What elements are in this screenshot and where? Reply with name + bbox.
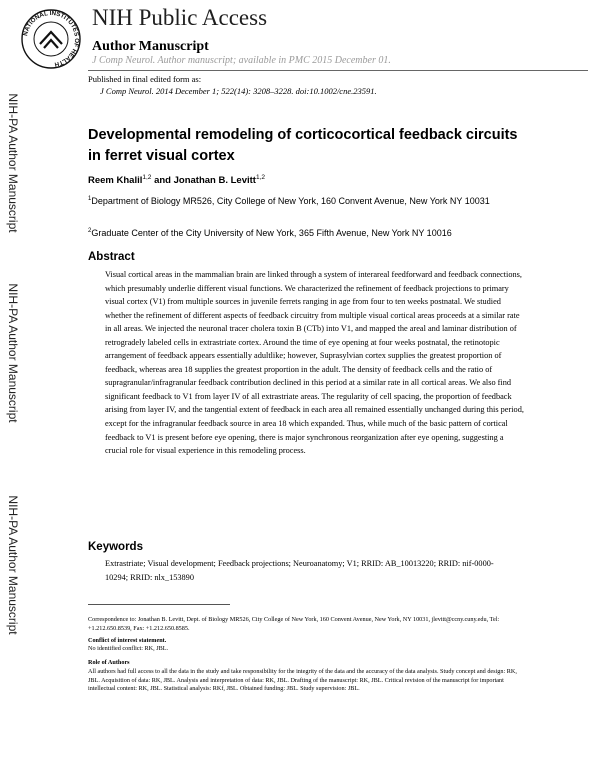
author-levitt-affil: 1,2: [255, 174, 265, 181]
footnote-divider: [88, 604, 230, 605]
header-divider: [88, 70, 588, 71]
author-manuscript-label: Author Manuscript: [92, 39, 209, 54]
published-label: Published in final edited form as:: [88, 74, 202, 84]
roles-heading: Role of Authors: [88, 659, 130, 666]
nih-logo: [20, 8, 82, 70]
conflict-heading: Conflict of interest statement.: [88, 637, 167, 644]
author-separator: and: [151, 175, 174, 187]
affiliation-2: $^2$Graduate Center of the City University of New York, 365 Fifth Avenue, New York NY 10016: [88, 228, 452, 238]
abstract-body: Visual cortical areas in the mammalian brain are linked through a system of interareal feedforward and feedback connections, which presumably underlie different visual functions. We characterized the refinement of feedback projections to primary visual cortex (V1) from multiple sources in juvenile ferrets ranging in age from four to ten weeks postnatal. We studied whether the refinement of different aspects of feedback circuitry from multiple visual cortical areas proceeds at a similar rate in all areas. We injected the neuronal tracer cholera toxin B (CTb) into V1, and mapped the areal and laminar distribution of retrogradely labeled cells in extrastriate cortex. Around the time of eye opening at four weeks postnatal, the retinotopic arrangement of feedback appears essentially adultlike; however, Suprasylvian cortex supplies the greatest proportion of feedback, whereas area 18 supplies the greatest proportion in the adult. The density of feedback cells and the ratio of supragranular/infragranular feedback contribution declined in this period at a similar rate in all cortical areas. We also find significant feedback to V1 from layer IV of all extrastriate areas. The regularity of cell spacing, the proportion of feedback arising from layer IV, and the tangential extent of feedback in each area all remained essentially unchanged during this period, except for the infragranular feedback source in area 18 which expanded. Thus, while much of the basic pattern of cortical feedback to V1 is present before eye opening, there is major synchronous reorganization after eye opening, suggesting a crucial role for visual experience in this remodeling process.: [105, 270, 524, 456]
correspondence-note: Correspondence to: Jonathan B. Levitt, Dept. of Biology MR526, City College of New York, 160 Convent Avenue, New York, NY 10031, jlevitt@ccny.cuny.edu, Tel: +1.212.650.8539, Fax: +1.212.650.8585.: [88, 616, 500, 632]
logo-text: NATIONAL INSTITUTES OF HEALTH: [22, 9, 81, 68]
roles-text: All authors had full access to all the data in the study and take responsibility for the integrity of the data and the accuracy of the data analysis. Study concept and design: RK, JBL. Acquisition of data: RK, JBL. Analysis and interpretation of data: RK, JBL. Drafting of the manuscript: RK, JBL. Critical revision of the manuscript for important intellectual content: RK, JBL. Statistical analysis: RKf, JBL. Obtained funding: JBL. Study supervision: JBL.: [88, 668, 517, 693]
author-khalil-affil: 1,2: [142, 174, 152, 181]
keywords-list: Extrastriate; Visual development; Feedback projections; Neuroanatomy; V1; RRID: AB_10013220; RRID: nif-0000-10294; RRID: nlx_153890: [105, 559, 494, 582]
side-banner-top: NIH-PA Author Manuscript: [6, 93, 20, 233]
side-banner-bottom: NIH-PA Author Manuscript: [6, 495, 20, 635]
author-khalil: Reem Khalil: [88, 175, 143, 187]
citation-text: J Comp Neurol. 2014 December 1; 522(14): 3208–3228. doi:10.1002/cne.23591.: [100, 86, 377, 96]
affiliation-2-text: Graduate Center of the City University of New York, 365 Fifth Avenue, New York NY 10016: [91, 228, 452, 238]
author-list: [88, 174, 265, 186]
affiliation-1: $^1$Department of Biology MR526, City College of New York, 160 Convent Avenue, New York NY 10031: [88, 196, 490, 206]
side-banner-middle: NIH-PA Author Manuscript: [6, 283, 20, 423]
affiliation-1-text: Department of Biology MR526, City College of New York, 160 Convent Avenue, New York NY 10031: [91, 196, 490, 206]
author-levitt: Jonathan B. Levitt: [173, 175, 256, 187]
abstract-heading: Abstract: [88, 251, 135, 263]
article-title: Developmental remodeling of corticocortical feedback circuits in ferret visual cortex: [88, 127, 518, 164]
keywords-heading: Keywords: [88, 541, 143, 553]
nih-public-access-title: NIH Public Access: [92, 5, 268, 30]
journal-availability-line: J Comp Neurol. Author manuscript; available in PMC 2015 December 01.: [92, 55, 391, 66]
citation-line: [100, 86, 377, 96]
conflict-text: No identified conflict: RK, JBL.: [88, 645, 169, 652]
